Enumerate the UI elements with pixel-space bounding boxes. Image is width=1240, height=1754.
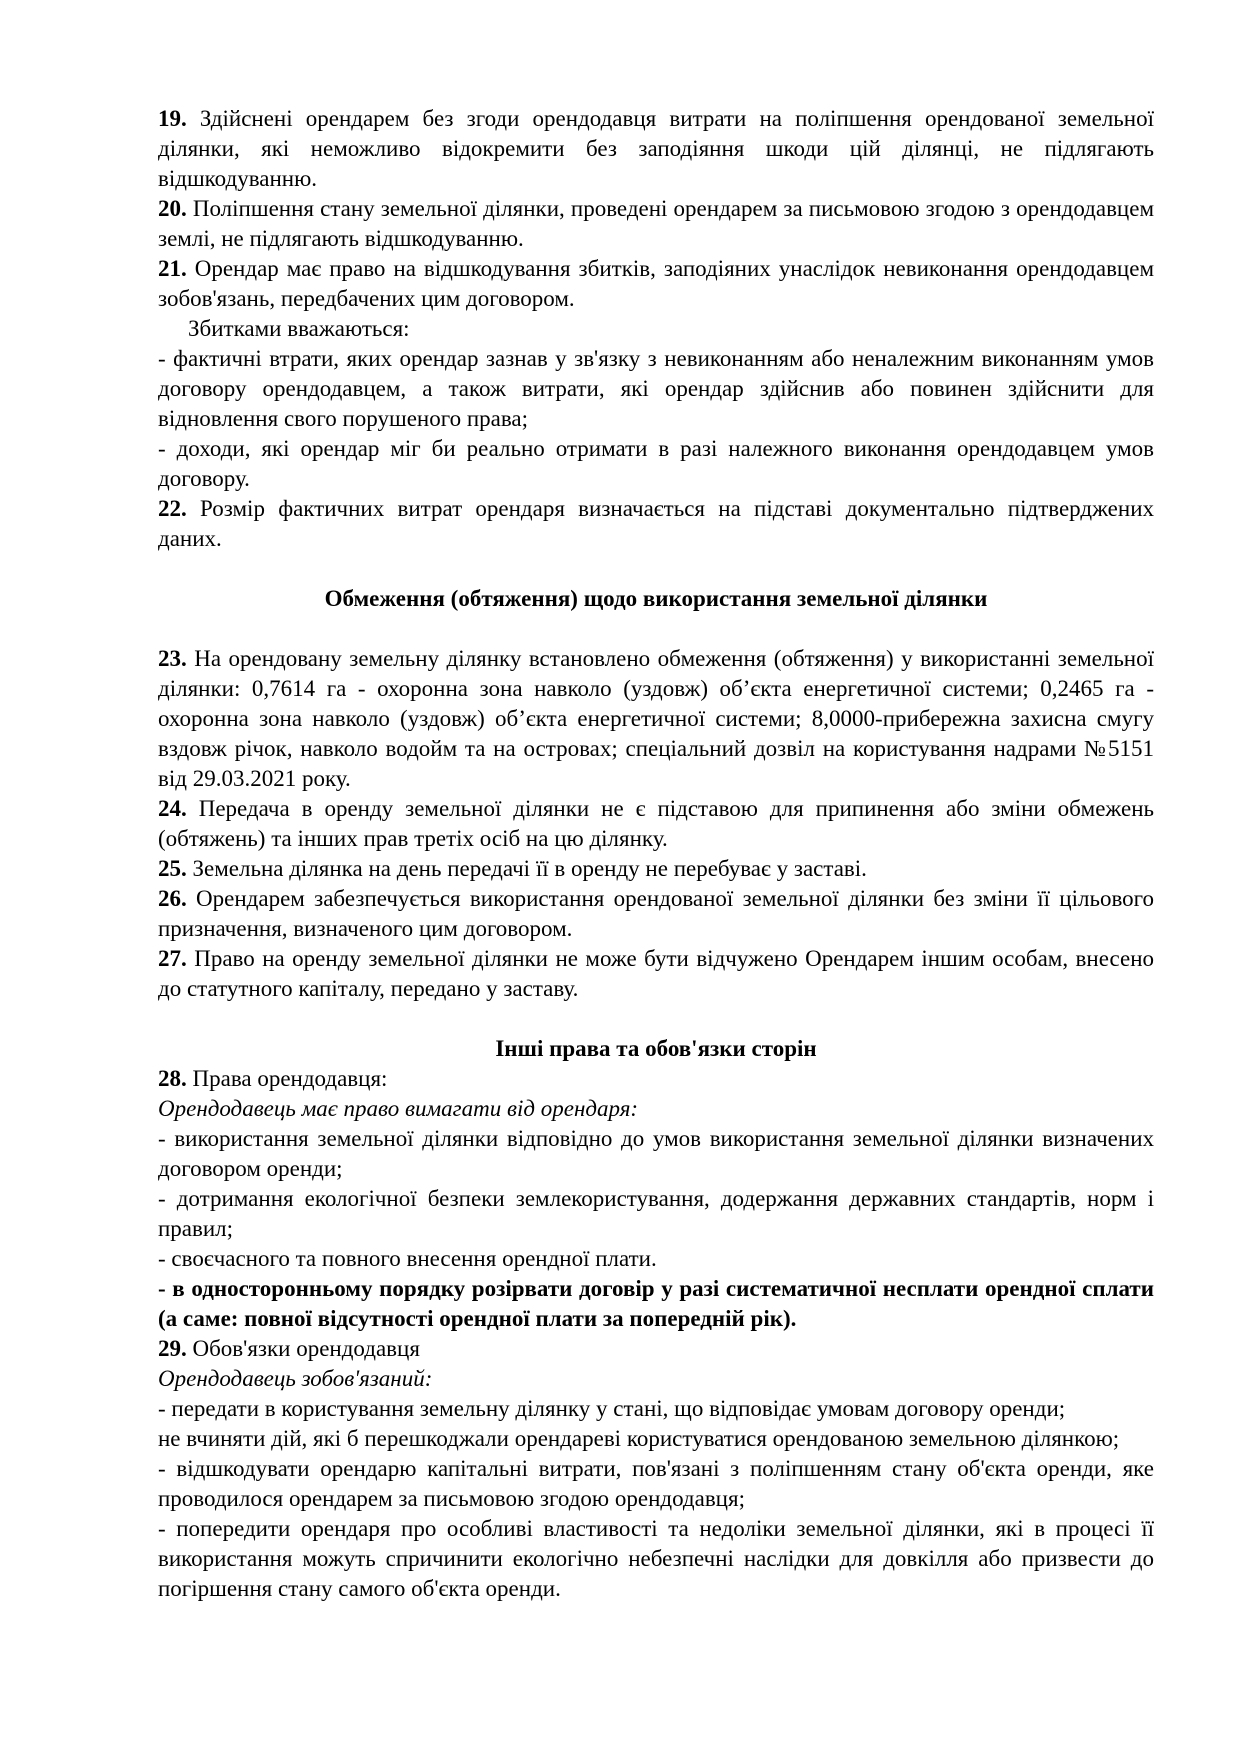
clause-19-number: 19. <box>158 106 187 131</box>
clause-25-number: 25. <box>158 856 187 881</box>
bullet-transfer-land: - передати в користування земельну ділянку у стані, що відповідає умовам договору оренди; <box>158 1396 1066 1421</box>
clause-26-number: 26. <box>158 886 187 911</box>
clause-27-number: 27. <box>158 946 187 971</box>
clause-20-number: 20. <box>158 196 187 221</box>
clause-27 <box>158 944 1154 1004</box>
bullet-reimburse-expenses: - відшкодувати орендарю капітальні витрати, пов'язані з поліпшенням стану об'єкта оренди, яке проводилося орендарем за письмовою згодою орендодавця; <box>158 1456 1154 1511</box>
clause-28-text: Права орендодавця: <box>192 1066 388 1091</box>
clause-23 <box>158 644 1154 794</box>
clause-20 <box>158 194 1154 254</box>
clause-23-number: 23. <box>158 646 187 671</box>
bullet-lost-income: - доходи, які орендар міг би реально отримати в разі належного виконання орендодавцем умов договору. <box>158 436 1154 491</box>
section-heading-other-rights: Інші права та обов'язки сторін <box>495 1036 817 1061</box>
clause-20-text: Поліпшення стану земельної ділянки, проведені орендарем за письмовою згодою з орендодавцем землі, не підлягають відшкодуванню. <box>158 196 1155 251</box>
clause-27-text: Право на оренду земельної ділянки не може бути відчужено Орендарем іншим особам, внесено до статутного капіталу, передано у заставу. <box>158 946 1155 1001</box>
clause-22-text: Розмір фактичних витрат орендаря визначається на підставі документально підтверджених даних. <box>158 496 1154 551</box>
clause-24-text: Передача в оренду земельної ділянки не є підставою для припинення або зміни обмежень (обтяжень) та інших прав третіх осіб на цю ділянку. <box>158 796 1154 851</box>
clause-21 <box>158 254 1154 314</box>
clause-24 <box>158 794 1154 854</box>
clause-24-number: 24. <box>158 796 187 821</box>
losses-definition-intro: Збитками вважаються: <box>188 316 410 341</box>
clause-19 <box>158 104 1154 194</box>
clause-26-text: Орендарем забезпечується використання орендованої земельної ділянки без зміни її цільового призначення, визначеного цим договором. <box>158 886 1155 941</box>
section-heading-restrictions: Обмеження (обтяження) щодо використання земельної ділянки <box>324 586 988 611</box>
clause-29-number: 29. <box>158 1336 187 1361</box>
clause-25-text: Земельна ділянка на день передачі її в оренду не перебуває у заставі. <box>192 856 867 881</box>
lessor-rights-intro: Орендодавець має право вимагати від орендаря: <box>158 1096 639 1121</box>
clause-19-text: Здійснені орендарем без згоди орендодавця витрати на поліпшення орендованої земельної ділянки, які неможливо відокремити без заподіяння шкоди цій ділянці, не підлягають відшкодуванню. <box>158 106 1154 191</box>
bullet-ecological-safety: - дотримання екологічної безпеки землекористування, додержання державних стандартів, норм і правил; <box>158 1186 1154 1241</box>
clause-29 <box>158 1334 1154 1364</box>
clause-21-text: Орендар має право на відшкодування збитків, заподіяних унаслідок невиконання орендодавцем зобов'язань, передбачених цим договором. <box>158 256 1154 311</box>
bullet-no-obstruction: не вчиняти дій, які б перешкоджали орендареві користуватися орендованою земельною ділянкою; <box>158 1426 1120 1451</box>
clause-22 <box>158 494 1154 554</box>
bullet-unilateral-termination: - в односторонньому порядку розірвати договір у разі систематичної несплати орендної сплати (а саме: повної відсутності орендної плати за попередній рік). <box>158 1276 1154 1331</box>
clause-22-number: 22. <box>158 496 187 521</box>
bullet-warn-defects: - попередити орендаря про особливі властивості та недоліки земельної ділянки, які в процесі її використання можуть спричинити екологічно небезпечні наслідки для довкілля або призвести до погіршення стану самого об'єкта оренди. <box>158 1516 1154 1601</box>
lessor-obligations-intro: Орендодавець зобов'язаний: <box>158 1366 433 1391</box>
clause-25 <box>158 854 1154 884</box>
bullet-timely-payment: - своєчасного та повного внесення орендної плати. <box>158 1246 657 1271</box>
clause-28-number: 28. <box>158 1066 187 1091</box>
clause-28 <box>158 1064 1154 1094</box>
bullet-land-use-terms: - використання земельної ділянки відповідно до умов використання земельної ділянки визначених договором оренди; <box>158 1126 1154 1181</box>
clause-29-text: Обов'язки орендодавця <box>192 1336 420 1361</box>
bullet-actual-losses: - фактичні втрати, яких орендар зазнав у зв'язку з невиконанням або неналежним виконанням умов договору орендодавцем, а також витрати, які орендар здійснив або повинен здійснити для відновлення свого порушеного права; <box>158 346 1154 431</box>
clause-23-text: На орендовану земельну ділянку встановлено обмеження (обтяження) у використанні земельної ділянки: 0,7614 га - охоронна зона навколо (уздовж) об’єкта енергетичної системи; 0,2465 га - охоронна зона навколо (уздовж) об’єкта енергетичної системи; 8,0000-прибережна захисна смугу вздовж річок, навколо водойм та на островах; спеціальний дозвіл на користування надрами №5151 від 29.03.2021 року. <box>158 646 1155 791</box>
clause-26 <box>158 884 1154 944</box>
clause-21-number: 21. <box>158 256 187 281</box>
